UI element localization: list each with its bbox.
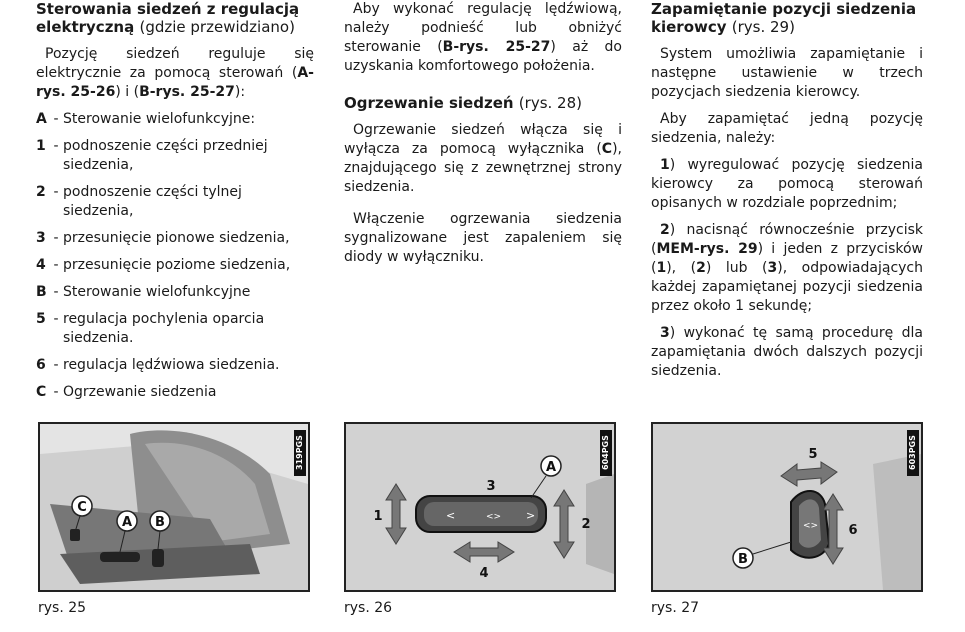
memory-intro-paragraph: System umożliwia zapamiętanie i następne ustawienie w trzech pozycjach siedzenia kierowcy. [651,46,923,100]
svg-text:3: 3 [486,479,496,494]
heading-electric-seat-controls: Sterowania siedzeń z regulacją elektryczną (gdzie przewidziano) [36,0,300,36]
list-item: 3 - przesunięcie pionowe siedzenia, [36,230,290,246]
list-item: 5 - regulacja pochylenia oparcia siedzenia. [36,311,265,346]
column-middle [344,0,622,275]
list-item: 4 - przesunięcie poziome siedzenia, [36,257,291,273]
heating-indicator-paragraph: Włączenie ogrzewania siedzenia sygnalizowane jest zapaleniem się diody w wyłączniku. [344,211,622,265]
svg-text:6: 6 [848,523,858,538]
memory-steps-intro: Aby zapamiętać jedną pozycję siedzenia, należy: [651,111,923,146]
figure-code: 604PGS [600,430,612,476]
figure-multifunction-control [344,422,616,592]
svg-text:A: A [121,515,133,530]
svg-text:<>: <> [486,512,502,522]
heading-seat-heating: Ogrzewanie siedzeń (rys. 28) [344,94,582,112]
list-item: A - Sterowanie wielofunkcyjne: [36,111,256,127]
controls-list [36,110,314,402]
svg-text:2: 2 [581,517,591,532]
memory-step-3: 3) wykonać tę samą procedurę dla zapamiętania dwóch dalszych pozycji siedzenia. [651,325,923,379]
list-item: 1 - podnoszenie części przedniej siedzenia, [36,138,268,173]
svg-text:<: < [446,509,456,522]
figure-backrest-control [651,422,923,592]
figure-caption: rys. 27 [651,600,700,616]
lumbar-paragraph: Aby wykonać regulację lędźwiową, należy podnieść lub obniżyć sterowanie (B-rys. 25-27) aż do uzyskania komfortowego położenia. [344,1,622,74]
svg-text:A: A [545,460,557,475]
control-B-illustration [653,424,921,590]
memory-step-1: 1) wyregulować pozycję siedzenia kierowcy za pomocą sterowań opisanych w rozdziale poprzednim; [651,157,923,211]
svg-text:B: B [738,552,748,567]
list-item: 6 - regulacja lędźwiowa siedzenia. [36,357,280,373]
svg-text:4: 4 [479,566,489,581]
memory-step-2: 2) nacisnąć równocześnie przycisk (MEM-rys. 29) i jeden z przycisków (1), (2) lub (3), odpowiadających każdej zapamiętanej pozycji siedzenia przez około 1 sekundę; [651,222,923,314]
control-A-illustration [346,424,614,590]
list-item: 2 - podnoszenie części tylnej siedzenia, [36,184,242,219]
intro-paragraph: Pozycję siedzeń reguluje się elektrycznie za pomocą sterowań (A-rys. 25-26) i (B-rys. 25-27): [36,46,314,100]
svg-text:>: > [526,509,536,522]
svg-text:1: 1 [373,509,383,524]
heading-seat-memory: Zapamiętanie pozycji siedzenia kierowcy (rys. 29) [651,0,917,36]
seat-photo-illustration [40,424,308,590]
figure-caption: rys. 26 [344,600,393,616]
column-right [651,0,923,389]
list-item: B - Sterowanie wielofunkcyjne [36,284,251,300]
svg-text:C: C [77,500,87,515]
figure-code: 319PGS [294,430,306,476]
column-left [36,0,314,410]
heating-paragraph: Ogrzewanie siedzeń włącza się i wyłącza za pomocą wyłącznika (C), znajdującego się z zewnętrznej strony siedzenia. [344,122,622,195]
figure-caption: rys. 25 [38,600,87,616]
svg-text:5: 5 [808,447,818,462]
svg-text:B: B [155,515,165,530]
svg-text:<>: <> [803,521,819,531]
figure-seat-photo [38,422,310,592]
list-item: C - Ogrzewanie siedzenia [36,384,217,400]
figure-code: 603PGS [907,430,919,476]
